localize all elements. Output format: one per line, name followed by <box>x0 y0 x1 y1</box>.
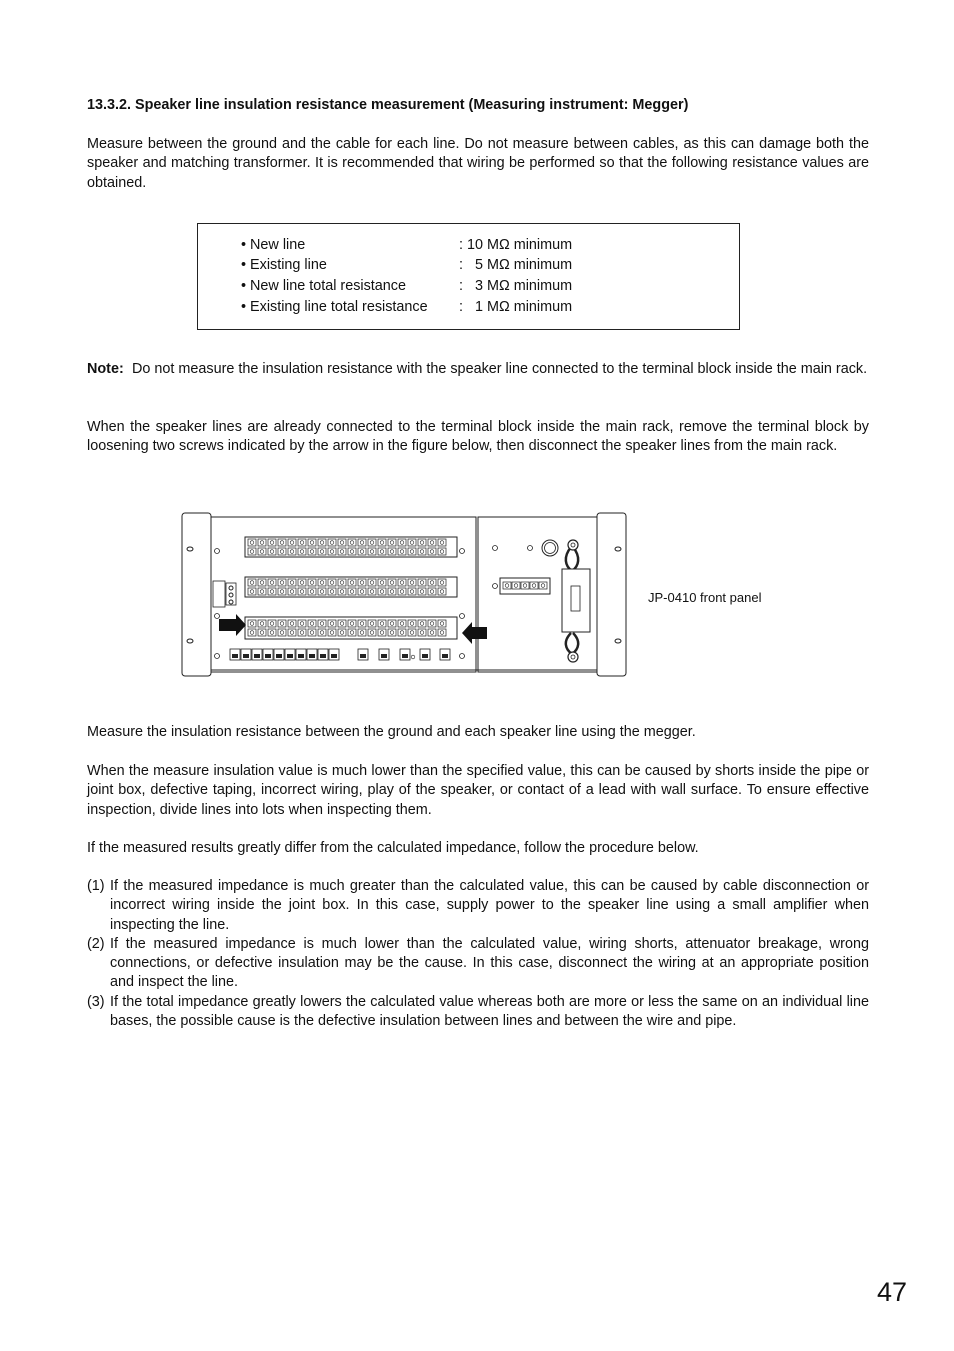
terminal-strip <box>245 617 457 639</box>
front-panel-diagram <box>180 511 630 681</box>
terminal-strip <box>245 537 457 557</box>
disconnect-paragraph: When the speaker lines are already connected to the terminal block inside the main rack, remove the terminal block by loosening two screws indicated by the arrow in the figure below, then disconnect the speaker lines from the main rack. <box>87 419 869 455</box>
left-rack-ear <box>182 513 211 676</box>
right-rack-ear <box>597 513 626 676</box>
page-number: 47 <box>877 1277 908 1307</box>
list-item <box>87 993 869 1032</box>
procedure-list <box>87 877 869 1031</box>
section-heading: 13.3.2. Speaker line insulation resistance measurement (Measuring instrument: Megger) <box>87 97 689 113</box>
list-item-number: (2) <box>87 935 105 952</box>
measure-paragraph: Measure the insulation resistance between the ground and each speaker line using the megger. <box>87 724 696 740</box>
list-item-text: If the measured impedance is much lower than the calculated value, wiring shorts, attenuator breakage, wrong connections, or defective insulation may be the cause. In this case, disconnect the wiring at an appropriate position and inspect the line. <box>110 935 869 991</box>
note-block <box>87 360 869 379</box>
resistance-label: • New line total resistance <box>241 278 407 294</box>
resistance-value: : 3 MΩ minimum <box>459 278 573 294</box>
resistance-label: • Existing line <box>241 257 327 273</box>
resistance-label: • Existing line total resistance <box>241 299 428 315</box>
note-label: Note: <box>87 361 124 377</box>
note-text: Do not measure the insulation resistance with the speaker line connected to the terminal block inside the main rack. <box>132 361 868 377</box>
list-item-text: If the measured impedance is much greater than the calculated value, this can be caused by cable disconnection or incorrect wiring inside the joint box. In this case, supply power to the speaker line using a small amplifier when inspecting the line. <box>110 878 869 933</box>
resistance-value: : 10 MΩ minimum <box>459 237 573 253</box>
resistance-table <box>197 223 740 330</box>
figure-caption: JP-0410 front panel <box>648 590 762 605</box>
intro-paragraph: Measure between the ground and the cable for each line. Do not measure between cables, as this can damage both the speaker and matching transformer. It is recommended that wiring be performed so that the following resistance values are obtained. <box>87 136 869 191</box>
resistance-value: : 5 MΩ minimum <box>459 257 573 273</box>
list-item-text: If the total impedance greatly lowers the calculated value whereas both are more or less the same on an individual line bases, the possible cause is the defective insulation between lines and between the wire and pipe. <box>110 993 869 1030</box>
list-item <box>87 935 869 993</box>
list-item-number: (1) <box>87 878 105 894</box>
terminal-strip <box>245 577 457 597</box>
resistance-label: • New line <box>241 237 306 253</box>
power-terminal-block <box>500 578 550 594</box>
procedure-intro: If the measured results greatly differ from the calculated impedance, follow the procedure below. <box>87 840 699 856</box>
list-item <box>87 877 869 935</box>
resistance-value: : 1 MΩ minimum <box>459 299 573 315</box>
low-value-paragraph: When the measure insulation value is much lower than the specified value, this can be caused by shorts inside the pipe or joint box, defective taping, incorrect wiring, play of the speaker, or contact of a lead with wall surface. To ensure effective inspection, divide lines into lots when inspecting them. <box>87 763 869 818</box>
ground-terminal <box>213 581 225 607</box>
list-item-number: (3) <box>87 993 105 1010</box>
